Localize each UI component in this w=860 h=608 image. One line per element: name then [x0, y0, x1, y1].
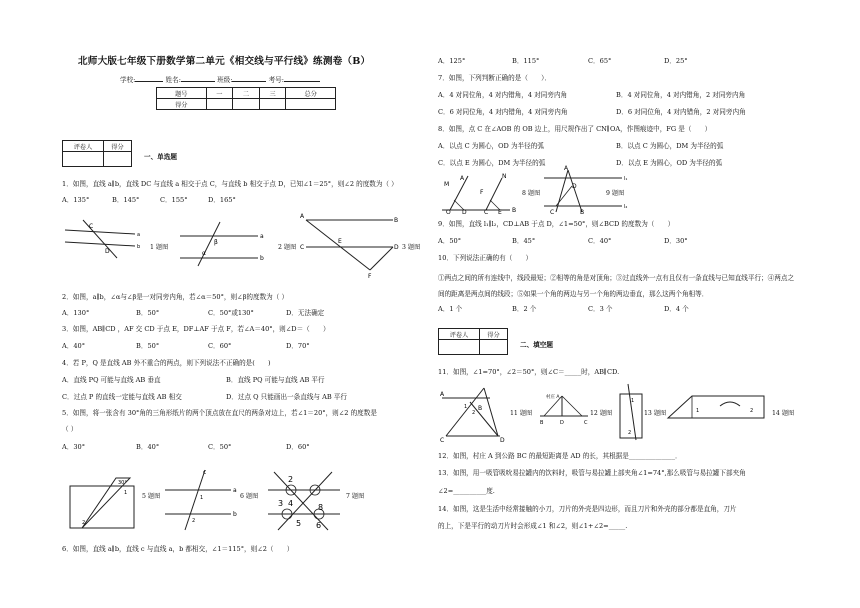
- question-8: 8．如图，点 C 在∠AOB 的 OB 边上，用尺规作出了 CN∥OA，作图痕迹中，FG 是（ ）: [438, 125, 712, 133]
- q9-option-d[interactable]: D．30°: [664, 237, 688, 245]
- figure-2: [180, 222, 270, 266]
- fig3-label-d: D: [394, 244, 399, 251]
- q10-option-a[interactable]: A．1 个: [438, 305, 463, 313]
- fig14-caption: 14 题图: [772, 410, 795, 417]
- fig7-label-6: 6: [316, 521, 322, 530]
- q5-option-b[interactable]: B．40°: [136, 443, 160, 451]
- q6-option-a[interactable]: A．125°: [438, 57, 466, 65]
- fig9-label-l2: l₂: [624, 204, 628, 210]
- fig3-line-df: [370, 247, 393, 270]
- q9-option-c[interactable]: C．40°: [588, 237, 612, 245]
- fig8-ray-cn: [486, 178, 502, 210]
- q10-option-b[interactable]: B．2 个: [512, 305, 537, 313]
- fig6-label-2: 2: [192, 518, 196, 524]
- fig11-label-1: 1: [464, 404, 468, 410]
- fig8-label-e: E: [498, 209, 502, 216]
- fig11-label-d: D: [500, 437, 505, 444]
- fig1-label-b: b: [137, 244, 141, 250]
- q8-option-a[interactable]: A．以点 C 为圆心，OD 为半径的弧: [438, 142, 544, 150]
- fig3-label-e: E: [338, 238, 342, 245]
- fig12-label-c: C: [584, 420, 588, 426]
- q3-option-c[interactable]: C．60°: [208, 342, 232, 350]
- figure-1: [65, 220, 145, 260]
- fig2-label-b: b: [260, 255, 264, 262]
- q3-option-a[interactable]: A．40°: [62, 342, 86, 350]
- fig3-label-c: C: [300, 244, 305, 251]
- q7-option-b[interactable]: B．4 对同位角，4 对内错角，2 对同旁内角: [616, 91, 746, 99]
- fig7-caption: 7 题图: [346, 493, 365, 500]
- q4-option-a[interactable]: A．直线 PQ 可能与直线 AB 垂直: [62, 376, 161, 384]
- fig6-label-1: 1: [200, 495, 204, 501]
- fig8-label-o: O: [446, 209, 451, 216]
- q6-option-b[interactable]: B．115°: [512, 57, 540, 65]
- fig1-line-a: [65, 230, 135, 234]
- fig12-label-village: 村庄 A: [546, 395, 560, 400]
- question-9: 9．如图，直线 l₁∥l₂，CD⊥AB 于点 D，∠1=50°，则∠BCD 的度数为（ ）: [438, 220, 675, 228]
- fig12-caption: 12 题图: [590, 410, 613, 417]
- fig6-label-a: a: [233, 487, 237, 494]
- fig1-label-a: a: [137, 232, 141, 238]
- question-14: 14．如图，这是生活中经常接触的小刀，刀片的外壳是四边形，而且刀片和外壳的部分都是直角，刀片: [438, 505, 737, 513]
- q5-option-d[interactable]: D．60°: [286, 443, 310, 451]
- fig8-label-b: B: [512, 207, 517, 214]
- figure-3: [298, 212, 408, 282]
- fig7-label-3: 3: [278, 499, 284, 508]
- fig9-label-l1: l₁: [624, 176, 628, 182]
- fig3-line-af: [306, 220, 370, 270]
- q9-option-a[interactable]: A．50°: [438, 237, 462, 245]
- q7-option-a[interactable]: A．4 对同位角，4 对内错角，4 对同旁内角: [438, 91, 568, 99]
- q1-option-b[interactable]: B．145°: [112, 196, 140, 204]
- q3-option-b[interactable]: B．50°: [136, 342, 160, 350]
- fig8-label-f: F: [480, 189, 484, 196]
- q1-option-d[interactable]: D．165°: [208, 196, 236, 204]
- q8-option-b[interactable]: B．以点 C 为圆心，DM 为半径的弧: [616, 142, 724, 150]
- fig13-label-1: 1: [631, 398, 635, 404]
- question-13-line2: ∠2=__________度.: [438, 487, 495, 495]
- fig2-label-beta: β: [214, 239, 218, 246]
- fig9-caption: 9 题图: [606, 190, 625, 197]
- question-14-line2: 的上，下是平行的动刀片时会形成∠1 和∠2，则∠1+∠2=_____.: [438, 522, 628, 530]
- fig3-label-f: F: [368, 273, 372, 280]
- figure-12: [538, 392, 596, 432]
- fig14-blade: [668, 396, 764, 418]
- q4-option-c[interactable]: C．过点 P 的直线一定能与直线 AB 相交: [62, 393, 182, 401]
- q10-option-d[interactable]: D．4 个: [664, 305, 689, 313]
- q3-option-d[interactable]: D．70°: [286, 342, 310, 350]
- fig6-caption: 6 题图: [240, 493, 259, 500]
- fig2-caption: 2 题图: [278, 244, 297, 251]
- figure-11: [440, 386, 510, 442]
- figure-8: [440, 172, 520, 214]
- fig2-label-a: a: [260, 233, 264, 240]
- q2-option-a[interactable]: A．130°: [62, 309, 90, 317]
- q9-option-b[interactable]: B．45°: [512, 237, 536, 245]
- fig3-label-a: A: [300, 213, 305, 220]
- question-5: 5．如图，将一张含有 30°角的三角形纸片的两个顶点放在直尺的两条对边上，若∠1＝20°，则∠2 的度数是: [62, 409, 377, 417]
- fig11-line-2: [484, 388, 498, 436]
- fig8-label-d: D: [462, 209, 467, 216]
- q2-option-b[interactable]: B．50°: [136, 309, 160, 317]
- fig8-label-m: M: [444, 181, 450, 188]
- fig7-label-2: 2: [288, 475, 294, 484]
- fig7-line-2: [278, 472, 332, 530]
- grader-box-2: 评卷人 得分: [438, 328, 508, 355]
- fig3-label-b: B: [394, 217, 399, 224]
- question-7: 7．如图，下列判断正确的是（ ）．: [438, 74, 551, 82]
- fig1-label-c: C: [89, 223, 94, 230]
- fig7-label-8: 8: [318, 503, 324, 512]
- q7-option-c[interactable]: C．6 对同位角，4 对内错角，4 对同旁内角: [438, 108, 568, 116]
- fig11-label-2: 2: [472, 410, 476, 416]
- fig12-label-b: B: [540, 420, 544, 426]
- info-line: 学校: 姓名: 班级: 考号:: [120, 76, 320, 84]
- fig9-label-b: B: [580, 209, 585, 216]
- fig1-line-b: [65, 242, 135, 246]
- grader-box-1: 评卷人 得分: [62, 140, 132, 167]
- q1-option-a[interactable]: A．135°: [62, 196, 90, 204]
- fig5-label-30: 30°: [118, 480, 127, 486]
- fig1-caption: 1 题图: [150, 244, 169, 251]
- fig12-ac: [562, 396, 582, 416]
- fig11-label-c: C: [440, 437, 445, 444]
- q10-option-c[interactable]: C．3 个: [588, 305, 613, 313]
- q5-option-a[interactable]: A．30°: [62, 443, 86, 451]
- q5-option-c[interactable]: C．50°: [208, 443, 232, 451]
- q2-option-d[interactable]: D．无法确定: [286, 309, 325, 317]
- fig9-label-c: C: [550, 209, 555, 216]
- fig7-label-5: 5: [296, 519, 302, 528]
- fig1-label-d: D: [105, 248, 110, 255]
- q10-statements: ①两点之间的所有连线中，线段最短；②相等的角是对顶角；③过直线外一点有且仅有一条直线与已知直线平行；④两点之间的距离是两点间的线段；⑤如果一个角的两边与另一个角的两边垂直，那么这两个角相等．: [438, 274, 795, 298]
- fig6-label-b: b: [233, 511, 237, 518]
- question-2: 2．如图，a∥b，∠α与∠β是一对同旁内角，若∠α＝50°，则∠β的度数为（ ）: [62, 293, 289, 301]
- fig8-label-n: N: [502, 173, 507, 180]
- q4-option-b[interactable]: B．直线 PQ 可能与直线 AB 平行: [226, 376, 325, 384]
- q8-option-d[interactable]: D．以点 E 为圆心，OD 为半径的弧: [616, 159, 723, 167]
- fig9-line-cd: [556, 186, 572, 206]
- question-10: 10．下列说法正确的有（ ）: [438, 254, 533, 262]
- section-title-2: 二、填空题: [520, 341, 553, 349]
- fig6-label-c: c: [203, 469, 207, 476]
- question-12: 12．如图，村庄 A 到公路 BC 的最短距离是 AD 的长，其根据是______________．: [438, 452, 682, 460]
- fig13-caption: 13 题图: [644, 410, 667, 417]
- question-11: 11．如图，∠1=70°，∠2＝50°，则∠C＝_____时，AB∥CD.: [438, 368, 620, 376]
- question-3: 3．如图，AB∥CD ，AF 交 CD 于点 E，DF⊥AF 于点 F，若∠A＝40°，则∠D＝（ ）: [62, 325, 330, 333]
- q6-option-c[interactable]: C．65°: [588, 57, 612, 65]
- page-title: 北师大版七年级下册数学第二单元《相交线与平行线》练测卷（B）: [78, 56, 371, 67]
- fig8-caption: 8 题图: [522, 190, 541, 197]
- fig14-label-2: 2: [750, 408, 754, 414]
- fig5-label-2: 2: [82, 520, 86, 526]
- score-table: 题号 一 二 三 总分 得分: [156, 87, 336, 110]
- right-column: [430, 0, 860, 608]
- fig11-label-b: B: [478, 405, 483, 412]
- fig11-caption: 11 题图: [510, 410, 533, 417]
- question-1: 1．如图，直线 a∥b，直线 DC 与直线 a 相交于点 C，与直线 b 相交于点 D，已知∠1＝25°，则∠2 的度数为（ ）: [62, 180, 398, 188]
- fig7-label-4: 4: [288, 499, 294, 508]
- question-6: 6．如图，直线 a∥b，直线 c 与直线 a，b 都相交，∠1＝115°，则∠2（ ）: [62, 545, 294, 553]
- q5-paren: （ ）: [62, 425, 78, 433]
- figure-5: [68, 470, 140, 532]
- fig8-label-a: A: [460, 175, 465, 182]
- fig2-label-alpha: α: [202, 250, 206, 257]
- q2-option-c[interactable]: C．50°或130°: [208, 309, 254, 317]
- figure-14: [666, 392, 770, 422]
- fig14-label-1: 1: [696, 408, 700, 414]
- question-13: 13．如图，用一吸管吸吮易拉罐内的饮料时，吸管与易拉罐上部夹角∠1=74°,那么吸管与易拉罐下部夹角: [438, 469, 746, 477]
- figure-6: [165, 468, 243, 532]
- q4-option-d[interactable]: D．过点 Q 只能画出一条直线与 AB 平行: [226, 393, 347, 401]
- fig8-label-c: C: [484, 209, 489, 216]
- fig9-label-a: A: [564, 165, 569, 172]
- fig9-label-d: D: [572, 183, 577, 190]
- fig12-label-d: D: [560, 420, 564, 426]
- section-title-1: 一、单选题: [144, 153, 177, 161]
- q7-option-d[interactable]: D．6 对同位角，4 对内错角，2 对同旁内角: [616, 108, 746, 116]
- fig5-label-1: 1: [124, 490, 128, 496]
- q1-option-c[interactable]: C．155°: [160, 196, 188, 204]
- q8-option-c[interactable]: C．以点 E 为圆心，DM 为半径的弧: [438, 159, 546, 167]
- fig5-caption: 5 题图: [142, 493, 161, 500]
- question-4: 4．若 P，Q 是直线 AB 外不重合的两点，则下列说法不正确的是( ): [62, 359, 271, 367]
- fig11-label-a: A: [440, 391, 445, 398]
- figure-7: [268, 466, 344, 534]
- fig13-label-2: 2: [628, 430, 632, 436]
- fig3-caption: 3 题图: [402, 244, 421, 251]
- fig11-line-3: [470, 402, 498, 436]
- q6-option-d[interactable]: D．25°: [664, 57, 688, 65]
